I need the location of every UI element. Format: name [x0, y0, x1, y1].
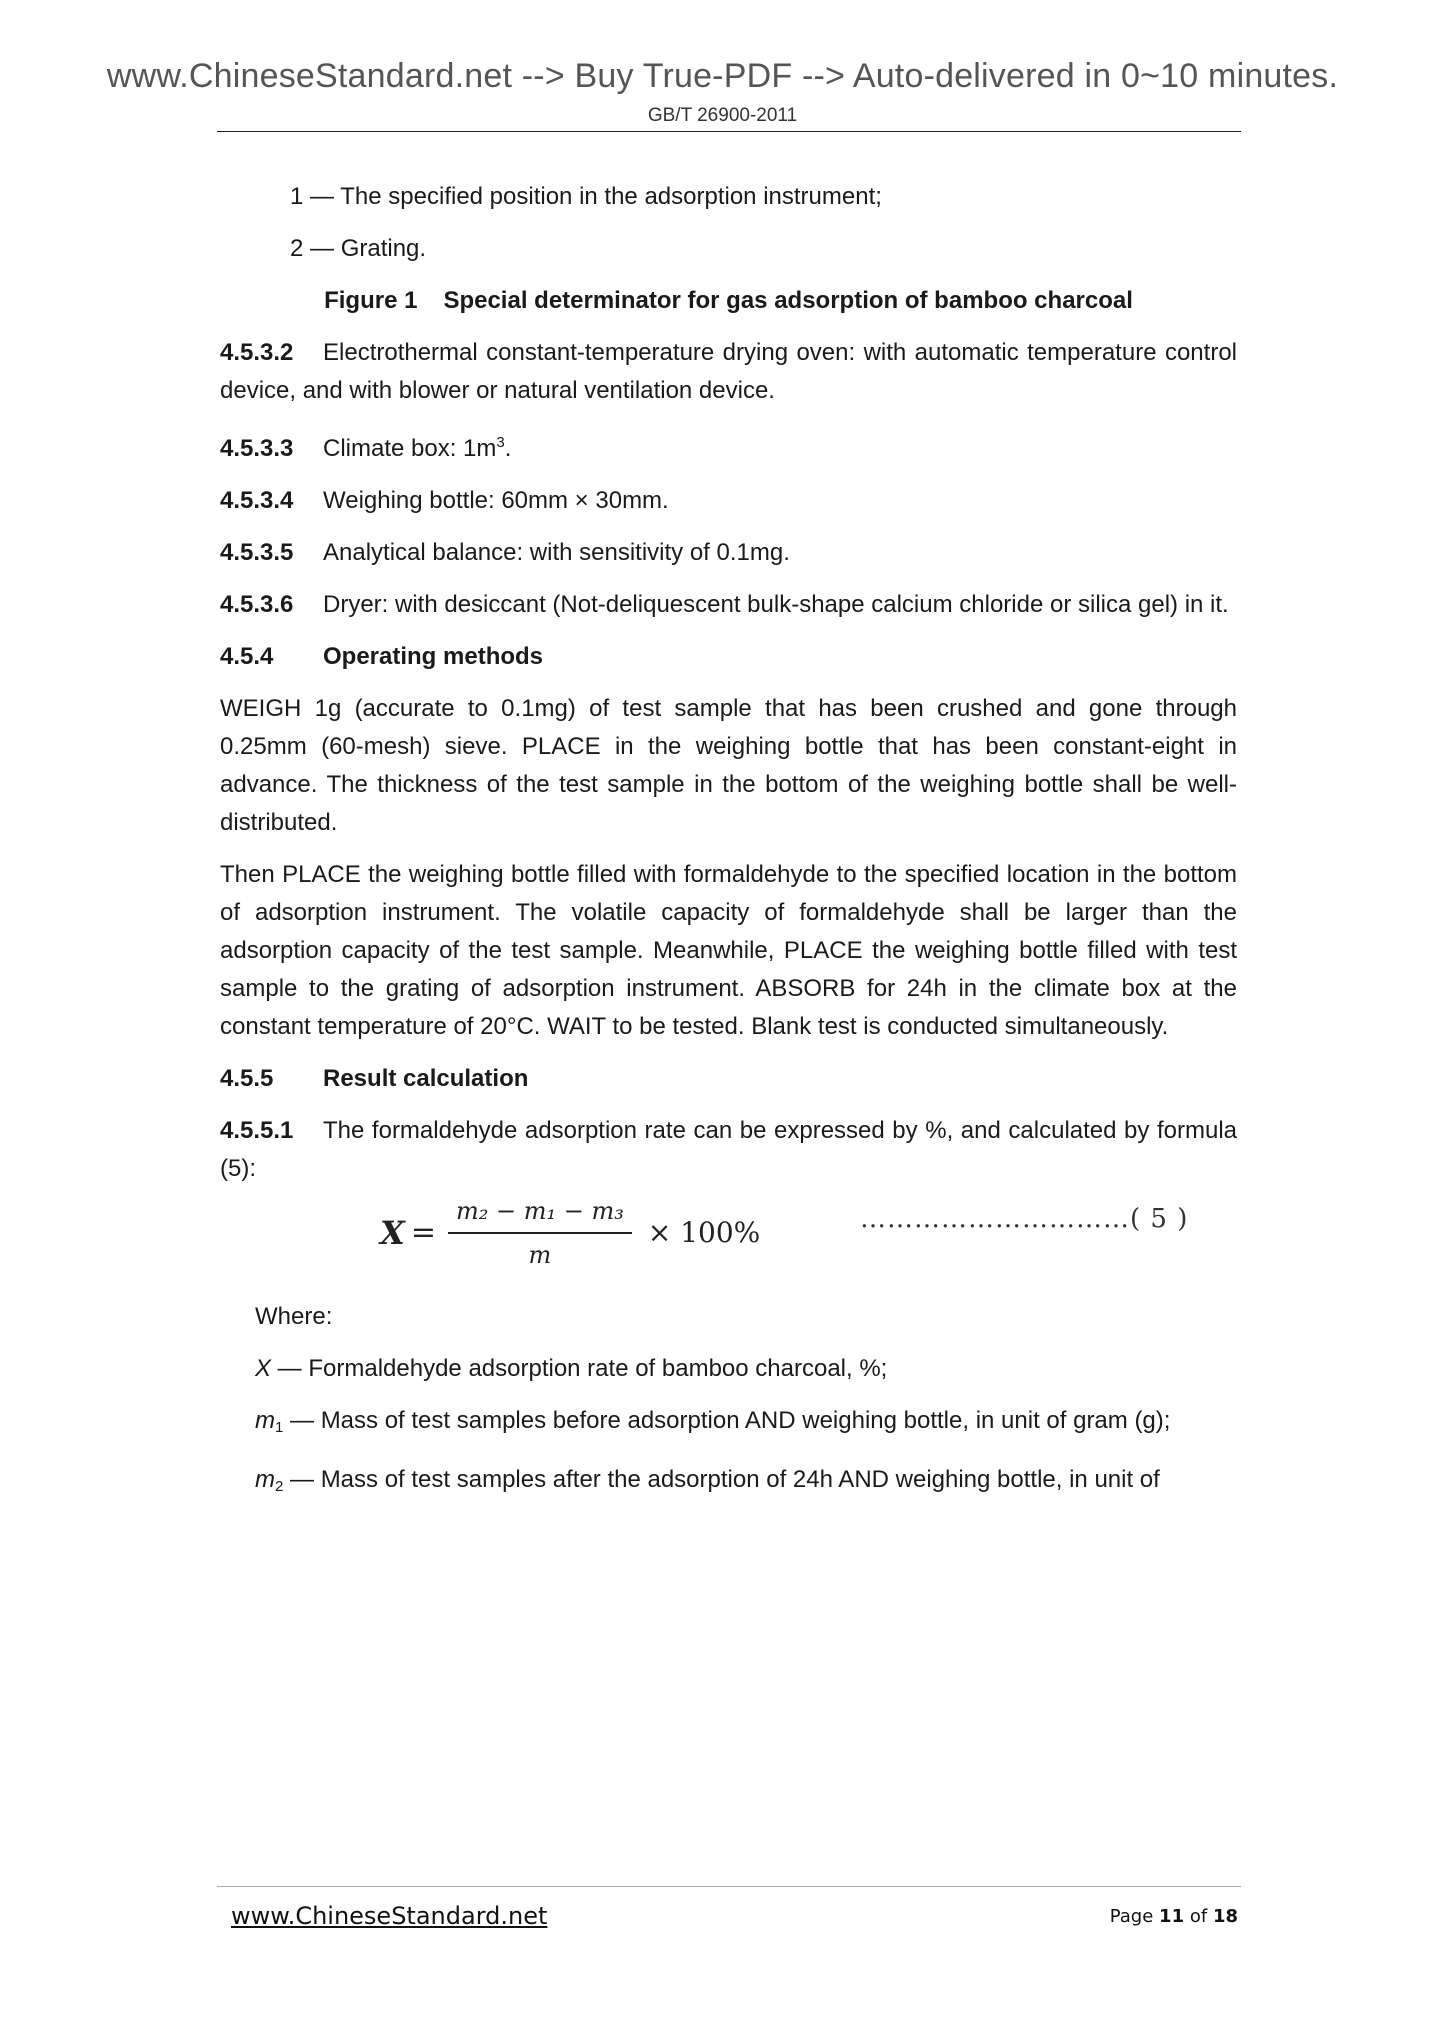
- footer-rule: [217, 1886, 1241, 1887]
- where-label: Where:: [255, 1303, 333, 1330]
- legend-text: The specified position in the adsorption instrument;: [340, 183, 882, 210]
- page-current: 11: [1159, 1906, 1185, 1927]
- clause-number: 4.5.3.5: [220, 539, 294, 566]
- variable-symbol: X: [255, 1355, 272, 1382]
- clause-number: 4.5.3.4: [220, 487, 294, 514]
- formula-denominator: m: [528, 1241, 552, 1269]
- variable-subscript: 1: [275, 1419, 284, 1436]
- figure-caption: [220, 282, 1237, 320]
- clause-text: Analytical balance: with sensitivity of 0.1mg.: [323, 539, 790, 566]
- clause-4-5-3-4: [220, 482, 1237, 520]
- variable-definition: Formaldehyde adsorption rate of bamboo charcoal, %;: [308, 1355, 888, 1382]
- legend-number: 2: [290, 235, 304, 262]
- page-indicator: [1110, 1906, 1238, 1927]
- clause-text: The formaldehyde adsorption rate can be expressed by %, and calculated by formula (5):: [220, 1117, 1237, 1182]
- formula-lhs: X: [380, 1214, 405, 1252]
- clause-number: 4.5.3.6: [220, 591, 294, 618]
- legend-number: 1: [290, 183, 304, 210]
- footer-link[interactable]: www.ChineseStandard.net: [231, 1902, 548, 1930]
- superscript: 3: [496, 434, 505, 451]
- formula-equals: =: [410, 1215, 436, 1250]
- figure-label: Figure 1: [324, 287, 418, 314]
- section-heading-result: [220, 1060, 1237, 1098]
- formula-5: [220, 1188, 1237, 1284]
- variable-symbol: m: [255, 1407, 275, 1434]
- formula-fraction: [448, 1192, 632, 1274]
- page-prefix: Page: [1109, 1906, 1154, 1927]
- clause-4-5-3-2: [220, 334, 1237, 410]
- operating-paragraph-1: WEIGH 1g (accurate to 0.1mg) of test sample that has been crushed and gone through 0.25mm (60-mesh) sieve. PLACE in the weighing bottle that has been constant-eight in advance. The thickness of the test sample in the bottom of the weighing bottle shall be well-distributed.: [220, 695, 1237, 836]
- clause-text: Climate box: 1m: [323, 435, 497, 462]
- standard-number: GB/T 26900-2011: [647, 105, 798, 126]
- where-item-m2: $m_2$ — Mass of test samples after the adsorption of 24h AND weighing bottle, in unit of: [255, 1466, 1160, 1495]
- page-total: 18: [1212, 1906, 1238, 1927]
- variable-definition: Mass of test samples after the adsorption of 24h AND weighing bottle, in unit of: [320, 1466, 1160, 1493]
- page-of: of: [1189, 1906, 1208, 1927]
- clause-punct: .: [504, 435, 512, 462]
- clause-number: 4.5.3.2: [220, 339, 294, 366]
- where-item-m1: $m_1$ — Mass of test samples before adsorption AND weighing bottle, in unit of gram (g);: [255, 1407, 1171, 1436]
- operating-paragraph-2: Then PLACE the weighing bottle filled with formaldehyde to the specified location in the bottom of adsorption instrument. The volatile capacity of formaldehyde shall be larger than the adsorption capacity of the test sample. Meanwhile, PLACE the weighing bottle filled with test sample to the grating of adsorption instrument. ABSORB for 24h in the climate box at the constant temperature of 20°C. WAIT to be tested. Blank test is conducted simultaneously.: [220, 861, 1237, 1040]
- section-title: Result calculation: [323, 1065, 529, 1092]
- clause-4-5-5-1: [220, 1112, 1237, 1188]
- where-block: [220, 1298, 1237, 1506]
- page-body: [220, 178, 1237, 1506]
- where-item-x: X — Formaldehyde adsorption rate of bamboo charcoal, %;: [255, 1355, 888, 1382]
- formula-multiplier: × 100%: [647, 1216, 761, 1249]
- equation-number: …………………………( 5 ): [860, 1204, 1189, 1234]
- header-rule: [217, 131, 1241, 132]
- clause-text: Dryer: with desiccant (Not-deliquescent bulk-shape calcium chloride or silica gel) in it.: [323, 591, 1229, 618]
- clause-text: Weighing bottle: 60mm × 30mm.: [323, 487, 669, 514]
- variable-symbol: m: [255, 1466, 275, 1493]
- section-number: 4.5.4: [220, 643, 274, 670]
- formula-expression: [380, 1192, 760, 1274]
- clause-number: 4.5.5.1: [220, 1117, 294, 1144]
- variable-definition: Mass of test samples before adsorption AND weighing bottle, in unit of gram (g);: [320, 1407, 1171, 1434]
- variable-subscript: 2: [275, 1478, 284, 1495]
- clause-4-5-3-6: [220, 586, 1237, 624]
- figure-legend-item-1: 1 — The specified position in the adsorption instrument;: [290, 183, 882, 210]
- legend-text: Grating.: [340, 235, 427, 262]
- figure-title: Special determinator for gas adsorption of bamboo charcoal: [443, 287, 1133, 314]
- clause-4-5-3-3: [220, 424, 1237, 468]
- clause-4-5-3-5: [220, 534, 1237, 572]
- figure-legend-item-2: 2 — Grating.: [290, 235, 427, 262]
- section-number: 4.5.5: [220, 1065, 274, 1092]
- source-banner: www.ChineseStandard.net --> Buy True-PDF --> Auto-delivered in 0~10 minutes.: [106, 57, 1339, 95]
- section-title: Operating methods: [323, 643, 544, 670]
- clause-number: 4.5.3.3: [220, 435, 294, 462]
- formula-numerator: m₂ − m₁ − m₃: [448, 1192, 632, 1234]
- section-heading-operating: [220, 638, 1237, 676]
- clause-text: Electrothermal constant-temperature drying oven: with automatic temperature control device, and with blower or natural ventilation device.: [220, 339, 1237, 404]
